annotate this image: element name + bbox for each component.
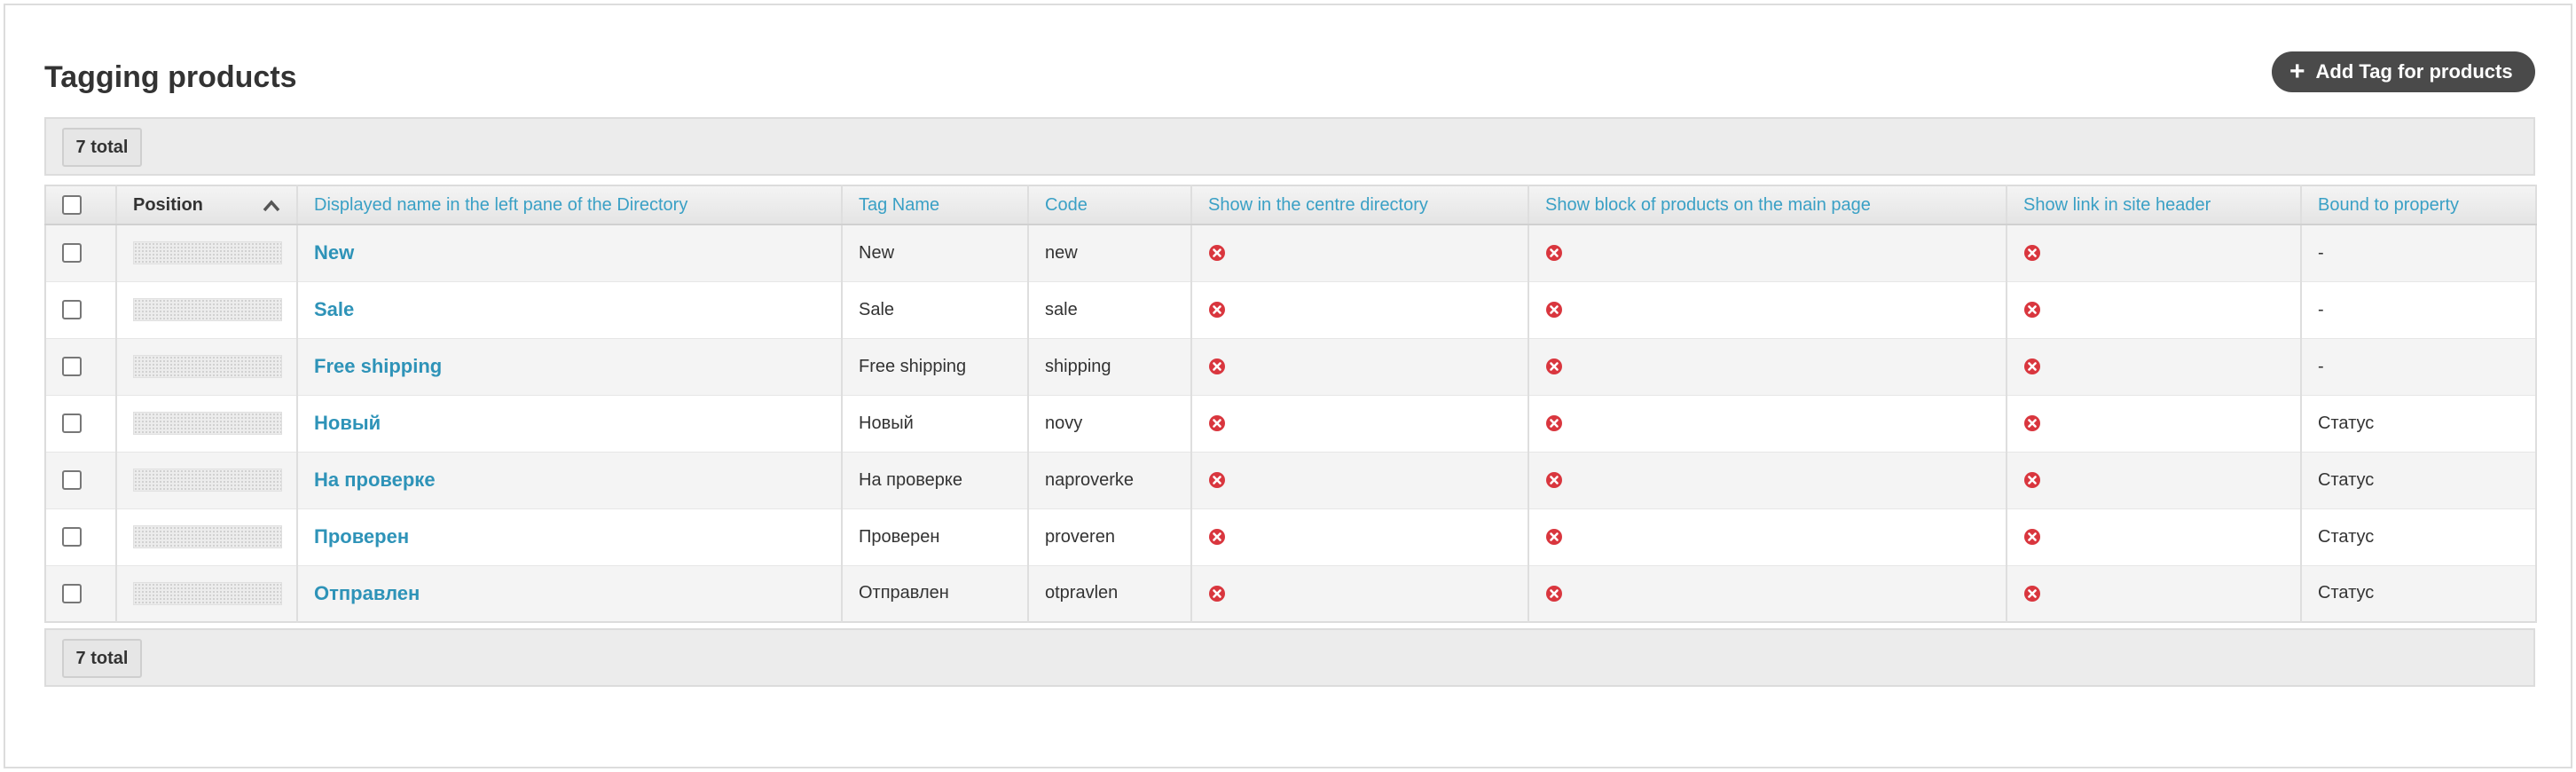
tag-name-link[interactable]: Новый xyxy=(314,412,381,434)
column-tag-name[interactable]: Tag Name xyxy=(842,185,1028,225)
row-bound: Статус xyxy=(2301,452,2536,508)
x-circle-icon[interactable] xyxy=(2023,244,2041,262)
row-show-centre xyxy=(1191,225,1528,281)
row-tag-name: New xyxy=(842,225,1028,281)
drag-handle[interactable] xyxy=(133,412,282,435)
x-circle-icon[interactable] xyxy=(1545,471,1563,489)
row-show-centre xyxy=(1191,508,1528,565)
table-row xyxy=(45,225,2536,281)
row-bound: Статус xyxy=(2301,395,2536,452)
table-header-row xyxy=(45,185,2536,225)
row-display-name xyxy=(297,225,842,281)
table-row xyxy=(45,508,2536,565)
row-select-cell xyxy=(45,338,116,395)
column-show-block[interactable]: Show block of products on the main page xyxy=(1528,185,2007,225)
table-row xyxy=(45,395,2536,452)
row-bound: - xyxy=(2301,281,2536,338)
row-code: otpravlen xyxy=(1028,565,1191,622)
row-show-centre xyxy=(1191,565,1528,622)
column-show-header[interactable]: Show link in site header xyxy=(2007,185,2301,225)
x-circle-icon[interactable] xyxy=(1208,471,1226,489)
row-code: shipping xyxy=(1028,338,1191,395)
row-position-cell xyxy=(116,565,297,622)
tag-name-link[interactable]: New xyxy=(314,241,355,264)
table-row xyxy=(45,452,2536,508)
row-position-cell xyxy=(116,338,297,395)
select-all-checkbox[interactable] xyxy=(62,195,82,215)
row-code: naproverke xyxy=(1028,452,1191,508)
row-checkbox[interactable] xyxy=(62,300,82,319)
x-circle-icon[interactable] xyxy=(1545,585,1563,603)
x-circle-icon[interactable] xyxy=(1208,358,1226,375)
row-show-header xyxy=(2007,508,2301,565)
row-bound: - xyxy=(2301,225,2536,281)
row-show-block xyxy=(1528,565,2007,622)
row-select-cell xyxy=(45,281,116,338)
row-bound: - xyxy=(2301,338,2536,395)
row-code: sale xyxy=(1028,281,1191,338)
row-show-centre xyxy=(1191,281,1528,338)
x-circle-icon[interactable] xyxy=(1208,244,1226,262)
row-show-header xyxy=(2007,338,2301,395)
x-circle-icon[interactable] xyxy=(2023,414,2041,432)
row-display-name xyxy=(297,508,842,565)
row-tag-name: Free shipping xyxy=(842,338,1028,395)
plus-icon: + xyxy=(2289,57,2305,86)
row-show-centre xyxy=(1191,338,1528,395)
column-position[interactable] xyxy=(116,185,297,225)
drag-handle[interactable] xyxy=(133,469,282,492)
row-select-cell xyxy=(45,395,116,452)
row-show-header xyxy=(2007,281,2301,338)
x-circle-icon[interactable] xyxy=(2023,301,2041,319)
row-checkbox[interactable] xyxy=(62,414,82,433)
drag-handle[interactable] xyxy=(133,582,282,605)
row-select-cell xyxy=(45,225,116,281)
column-bound[interactable]: Bound to property xyxy=(2301,185,2536,225)
drag-handle[interactable] xyxy=(133,355,282,378)
x-circle-icon[interactable] xyxy=(2023,471,2041,489)
tags-table xyxy=(44,185,2537,623)
row-code: proveren xyxy=(1028,508,1191,565)
row-tag-name: Отправлен xyxy=(842,565,1028,622)
row-tag-name: Новый xyxy=(842,395,1028,452)
x-circle-icon[interactable] xyxy=(1208,528,1226,546)
tag-name-link[interactable]: Проверен xyxy=(314,525,410,547)
x-circle-icon[interactable] xyxy=(2023,585,2041,603)
row-position-cell xyxy=(116,508,297,565)
row-show-block xyxy=(1528,338,2007,395)
table-row xyxy=(45,338,2536,395)
row-tag-name: На проверке xyxy=(842,452,1028,508)
row-display-name xyxy=(297,395,842,452)
row-display-name xyxy=(297,452,842,508)
drag-handle[interactable] xyxy=(133,525,282,548)
row-show-block xyxy=(1528,225,2007,281)
row-show-centre xyxy=(1191,395,1528,452)
row-show-header xyxy=(2007,452,2301,508)
row-show-block xyxy=(1528,281,2007,338)
row-display-name xyxy=(297,281,842,338)
row-show-block xyxy=(1528,395,2007,452)
row-tag-name: Sale xyxy=(842,281,1028,338)
row-code: novy xyxy=(1028,395,1191,452)
drag-handle[interactable] xyxy=(133,298,282,321)
column-position-label: Position xyxy=(133,194,203,215)
row-position-cell xyxy=(116,452,297,508)
drag-handle[interactable] xyxy=(133,241,282,264)
table-row xyxy=(45,565,2536,622)
x-circle-icon[interactable] xyxy=(1545,358,1563,375)
row-show-header xyxy=(2007,565,2301,622)
bottom-toolbar xyxy=(44,628,2535,687)
total-count-bottom[interactable]: 7 total xyxy=(62,639,142,678)
top-toolbar xyxy=(44,117,2535,176)
row-position-cell xyxy=(116,395,297,452)
row-show-block xyxy=(1528,452,2007,508)
row-checkbox[interactable] xyxy=(62,584,82,603)
row-code: new xyxy=(1028,225,1191,281)
column-code[interactable]: Code xyxy=(1028,185,1191,225)
tag-name-link[interactable]: На проверке xyxy=(314,469,436,491)
row-checkbox[interactable] xyxy=(62,527,82,547)
table-row xyxy=(45,281,2536,338)
x-circle-icon[interactable] xyxy=(1208,301,1226,319)
x-circle-icon[interactable] xyxy=(1545,414,1563,432)
row-position-cell xyxy=(116,281,297,338)
x-circle-icon[interactable] xyxy=(2023,528,2041,546)
x-circle-icon[interactable] xyxy=(1545,244,1563,262)
row-select-cell xyxy=(45,508,116,565)
row-select-cell xyxy=(45,452,116,508)
row-show-block xyxy=(1528,508,2007,565)
add-tag-button[interactable] xyxy=(2272,51,2535,92)
row-select-cell xyxy=(45,565,116,622)
row-show-header xyxy=(2007,225,2301,281)
row-position-cell xyxy=(116,225,297,281)
x-circle-icon[interactable] xyxy=(1545,528,1563,546)
column-display-name[interactable]: Displayed name in the left pane of the Directory xyxy=(297,185,842,225)
row-show-header xyxy=(2007,395,2301,452)
row-checkbox[interactable] xyxy=(62,243,82,263)
page-title: Tagging products xyxy=(44,60,297,94)
x-circle-icon[interactable] xyxy=(1208,414,1226,432)
column-show-centre[interactable]: Show in the centre directory xyxy=(1191,185,1528,225)
row-bound: Статус xyxy=(2301,508,2536,565)
add-tag-label: Add Tag for products xyxy=(2315,60,2513,83)
row-display-name xyxy=(297,338,842,395)
select-all-cell xyxy=(45,185,116,225)
x-circle-icon[interactable] xyxy=(1545,301,1563,319)
row-bound: Статус xyxy=(2301,565,2536,622)
row-checkbox[interactable] xyxy=(62,470,82,490)
row-show-centre xyxy=(1191,452,1528,508)
tag-name-link[interactable]: Sale xyxy=(314,298,355,320)
row-checkbox[interactable] xyxy=(62,357,82,376)
chevron-up-icon[interactable] xyxy=(261,195,282,217)
x-circle-icon[interactable] xyxy=(1208,585,1226,603)
total-count-top[interactable]: 7 total xyxy=(62,128,142,167)
tag-name-link[interactable]: Отправлен xyxy=(314,581,420,604)
row-tag-name: Проверен xyxy=(842,508,1028,565)
row-display-name xyxy=(297,565,842,622)
tag-name-link[interactable]: Free shipping xyxy=(314,355,443,377)
x-circle-icon[interactable] xyxy=(2023,358,2041,375)
